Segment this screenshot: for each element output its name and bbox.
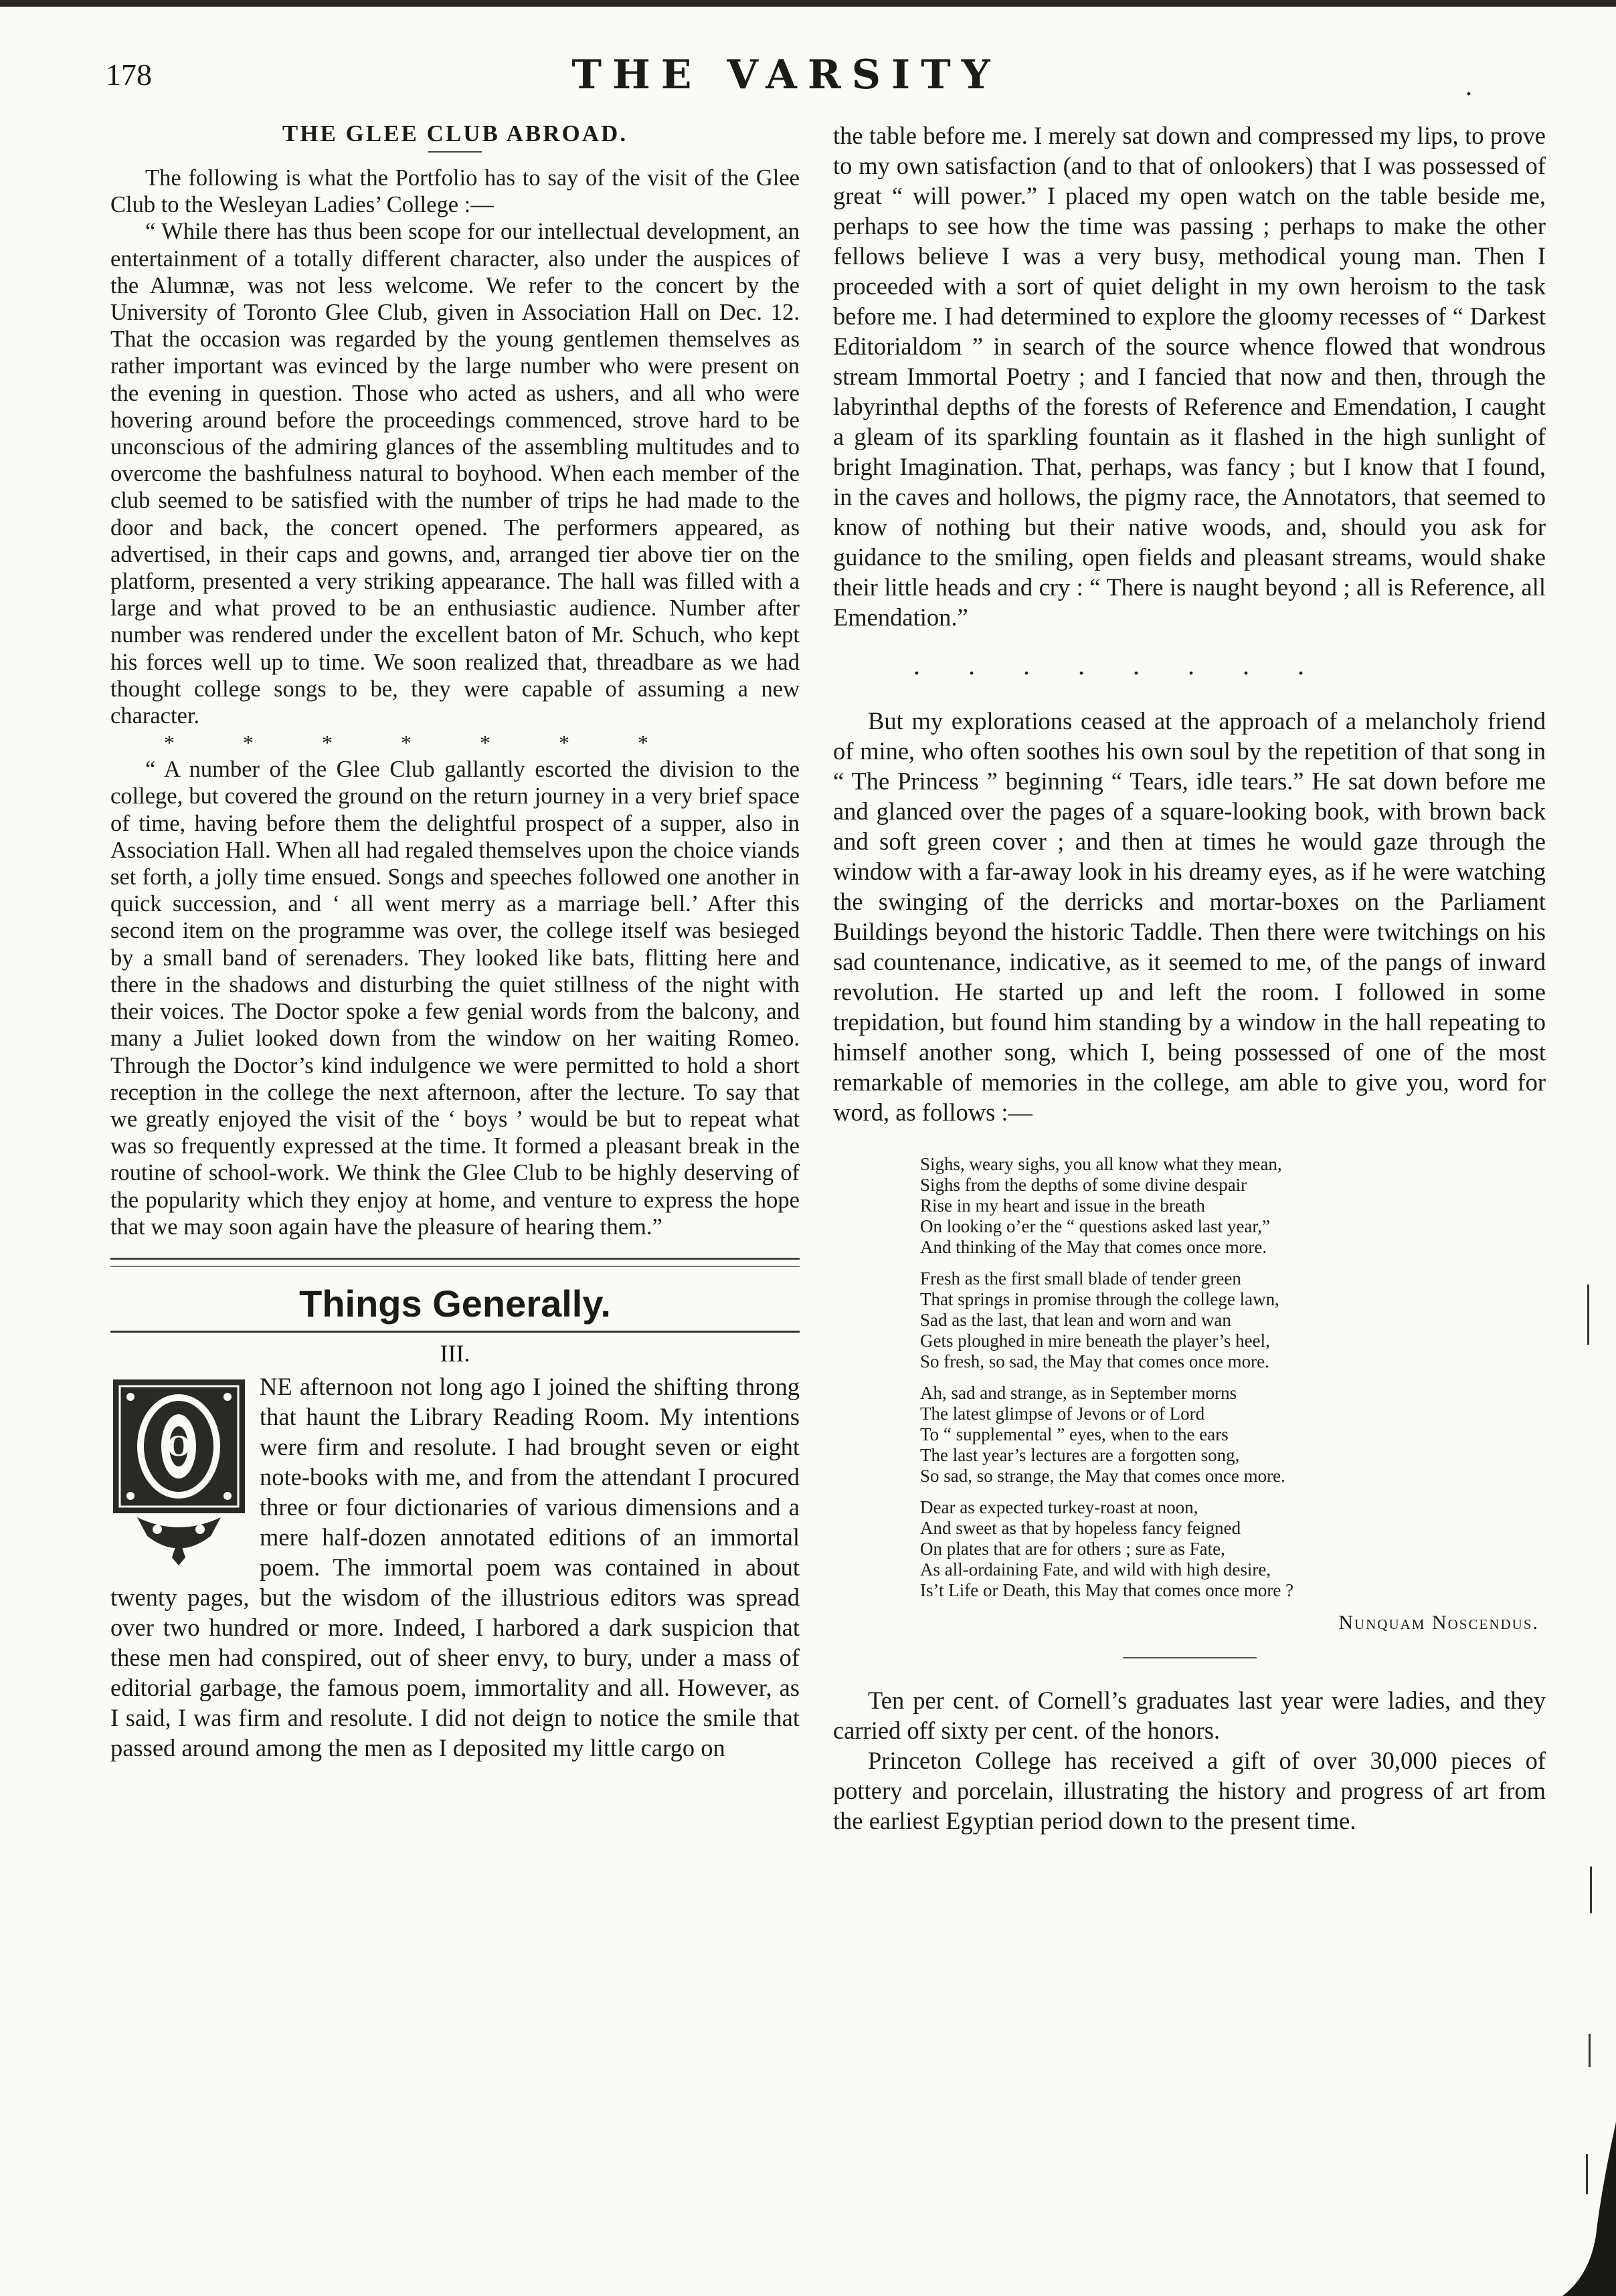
heading-rule bbox=[110, 1331, 800, 1333]
left-column bbox=[110, 120, 800, 1763]
poem-stanza-3: Ah, sad and strange, as in September morns The latest glimpse of Jevons or of Lord To “ supplemental ” eyes, when to the ears The last year’s lectures are a forgotten song, So sad, so strange, the May that comes once more. bbox=[920, 1383, 1285, 1486]
edge-mark bbox=[1587, 1284, 1589, 1345]
asterisk-separator: * * * * * * * bbox=[164, 731, 648, 755]
ornamental-dropcap-o bbox=[110, 1377, 248, 1567]
cornell-note: Ten per cent. of Cornell’s graduates last year were ladies, and they carried off sixty per cent. of the honors. bbox=[833, 1687, 1546, 1744]
right-column bbox=[833, 120, 1546, 1836]
glee-paragraph-2: “ A number of the Glee Club gallantly escorted the division to the college, but covered the ground on the return journey in a very brief space of time, having before them the delightful prospect of a supper, also in Association Hall. When all had regaled themselves upon the choice viands set forth, a jolly time ensued. Songs and speeches followed one another in quick succession, and ‘ all went merry as a marriage bell.’ After this second item on the programme was over, the college itself was besieged by a small band of serenaders. They looked like bats, flitting here and there in the shadows and disturbing the quiet stillness of the night with their voices. The Doctor spoke a few genial words from the balcony, and many a Juliet looked down from the window on her waiting Romeo. Through the Doctor’s kind indulgence we were permitted to hold a short reception in the college the next afternoon, after the lecture. To say that we greatly enjoyed the visit of the ‘ boys ’ would be but to repeat what was so frequently expressed at the time. It formed a pleasant break in the routine of school-work. We think the Glee Club to be highly deserving of the popularity which they enjoy at home, and venture to express the hope that we may soon again have the pleasure of hearing them.” bbox=[110, 757, 800, 1240]
page-header bbox=[100, 50, 1472, 110]
section-number: III. bbox=[440, 1339, 470, 1367]
page-number: 178 bbox=[106, 58, 152, 92]
princeton-note: Princeton College has received a gift of over 30,000 pieces of pottery and porcelain, illustrating the history and progress of art from the earliest Egyptian period down to the present time. bbox=[833, 1747, 1546, 1834]
section-divider bbox=[110, 1258, 800, 1267]
poem-stanza-1: Sighs, weary sighs, you all know what they mean, Sighs from the depths of some divine despair Rise in my heart and issue in the breath On looking o’er the “ questions asked last year,” And thinking of the May that comes once more. bbox=[920, 1154, 1282, 1257]
things-paragraph-2: But my explorations ceased at the approach of a melancholy friend of mine, who often soothes his own soul by the repetition of that song in “ The Princess ” beginning “ Tears, idle tears.” He sat down before me and glanced over the pages of a square-looking book, with brown back and soft green cover ; and then at times he would gaze through the window with a far-away look in his dreamy eyes, as if he were watching the swinging of the derricks and mortar-boxes on the Parliament Buildings beyond the historic Taddle. Then there were twitchings on his sad countenance, indicative, as it seemed to me, of the pangs of inward revolution. He started up and left the room. I followed in some trepidation, but found him standing by a window in the hall repeating to himself another song, which I, being possessed of one of the most remarkable of memories in the college, am able to give you, word for word, as follows :— bbox=[833, 707, 1546, 1126]
header-dot: . bbox=[1465, 71, 1472, 101]
poem-stanza-4: Dear as expected turkey-roast at noon, And sweet as that by hopeless fancy feigned On plates that are for others ; sure as Fate, As all-ordaining Fate, and wild with high desire, Is’t Life or Death, this May that comes once more ? bbox=[920, 1497, 1294, 1600]
things-paragraph-1-continued: the table before me. I merely sat down and compressed my lips, to prove to my own satisfaction (and to that of onlookers) that I was possessed of great “ will power.” I placed my open watch on the table beside me, perhaps to see how the time was passing ; perhaps to make the other fellows believe I was a very busy, methodical young man. Then I proceeded with a sort of quiet delight in my own heroism to the task before me. I had determined to explore the gloomy recesses of “ Darkest Editorialdom ” in search of the source whence flowed that wondrous stream Immortal Poetry ; and I fancied that now and then, through the labyrinthal depths of the forests of Reference and Emendation, I caught a gleam of its sparkling fountain as it flashed in the high sunlight of bright Imagination. That, perhaps, was fancy ; but I know that I found, in the caves and hollows, the pigmy race, the Annotators, that seemed to know of nothing but their native woods, and, should you ask for guidance to the smiling, open fields and pleasant streams, would shake their little heads and cry : “ There is naught beyond ; all is Reference, all Emendation.” bbox=[833, 122, 1546, 631]
dot-separator: . . . . . . . . bbox=[913, 650, 1304, 680]
poem-signature: Nunquam Noscendus. bbox=[1338, 1612, 1539, 1634]
poem bbox=[920, 1154, 1546, 1601]
title-rule bbox=[428, 151, 482, 153]
corner-ink-blot bbox=[1562, 2122, 1616, 2296]
things-generally-heading: Things Generally. bbox=[299, 1282, 611, 1325]
dropcap-letter: O bbox=[167, 1430, 191, 1462]
glee-intro-paragraph: The following is what the Portfolio has to say of the visit of the Glee Club to the Wesleyan Ladies’ College :— bbox=[110, 165, 800, 218]
edge-mark bbox=[1590, 1867, 1592, 1913]
glee-club-title: THE GLEE CLUB ABROAD. bbox=[282, 120, 628, 147]
edge-mark bbox=[1589, 2034, 1591, 2067]
binding-edge-marks bbox=[1573, 94, 1606, 2234]
glee-paragraph-1: “ While there has thus been scope for our intellectual development, an entertainment of a totally different character, also under the auspices of the Alumnæ, was not less welcome. We refer to the concert by the University of Toronto Glee Club, given in Association Hall on Dec. 12. That the occasion was regarded by the young gentlemen themselves as rather important was evinced by the large number who were present on the evening in question. Those who acted as ushers, and all who were hovering around before the proceedings commenced, strove hard to be unconscious of the admiring glances of the assembling multitudes and to overcome the bashfulness natural to boyhood. When each member of the club seemed to be satisfied with the number of trips he had made to the door and back, the concert opened. The performers appeared, as advertised, in their caps and gowns, and, arranged tier above tier on the platform, presented a very striking appearance. The hall was filled with a large and what proved to be an enthusiastic audience. Number after number was rendered under the excellent baton of Mr. Schuch, who kept his forces well up to time. We soon realized that, threadbare as we had thought college songs to be, they were capable of assuming a new character. bbox=[110, 219, 800, 729]
poem-stanza-2: Fresh as the first small blade of tender green That springs in promise through the college lawn, Sad as the last, that lean and worn and wan Gets ploughed in mire beneath the player’s heel, So fresh, so sad, the May that comes once more. bbox=[920, 1268, 1279, 1371]
things-paragraph-1: NE afternoon not long ago I joined the shifting throng that haunt the Library Reading Room. My intentions were firm and resolute. I had brought seven or eight note-books with me, and from the attendant I procured three or four dictionaries of various dimensions and a mere half-dozen annotated editions of an immortal poem. The immortal poem was contained in about twenty pages, but the wisdom of the illustrious editors was spread over two hundred or more. Indeed, I harbored a dark suspicion that these men had conspired, out of sheer envy, to bury, under a mass of editorial garbage, the famous poem, immortality and all. However, as I said, I was firm and resolute. I did not deign to notice the smile that passed around among the men as I deposited my little cargo on bbox=[110, 1372, 800, 1761]
dropcap-ornament-icon bbox=[110, 1377, 248, 1567]
page-top-edge bbox=[0, 0, 1616, 7]
masthead-title: THE VARSITY bbox=[571, 52, 1001, 98]
notes-divider bbox=[1123, 1657, 1257, 1658]
